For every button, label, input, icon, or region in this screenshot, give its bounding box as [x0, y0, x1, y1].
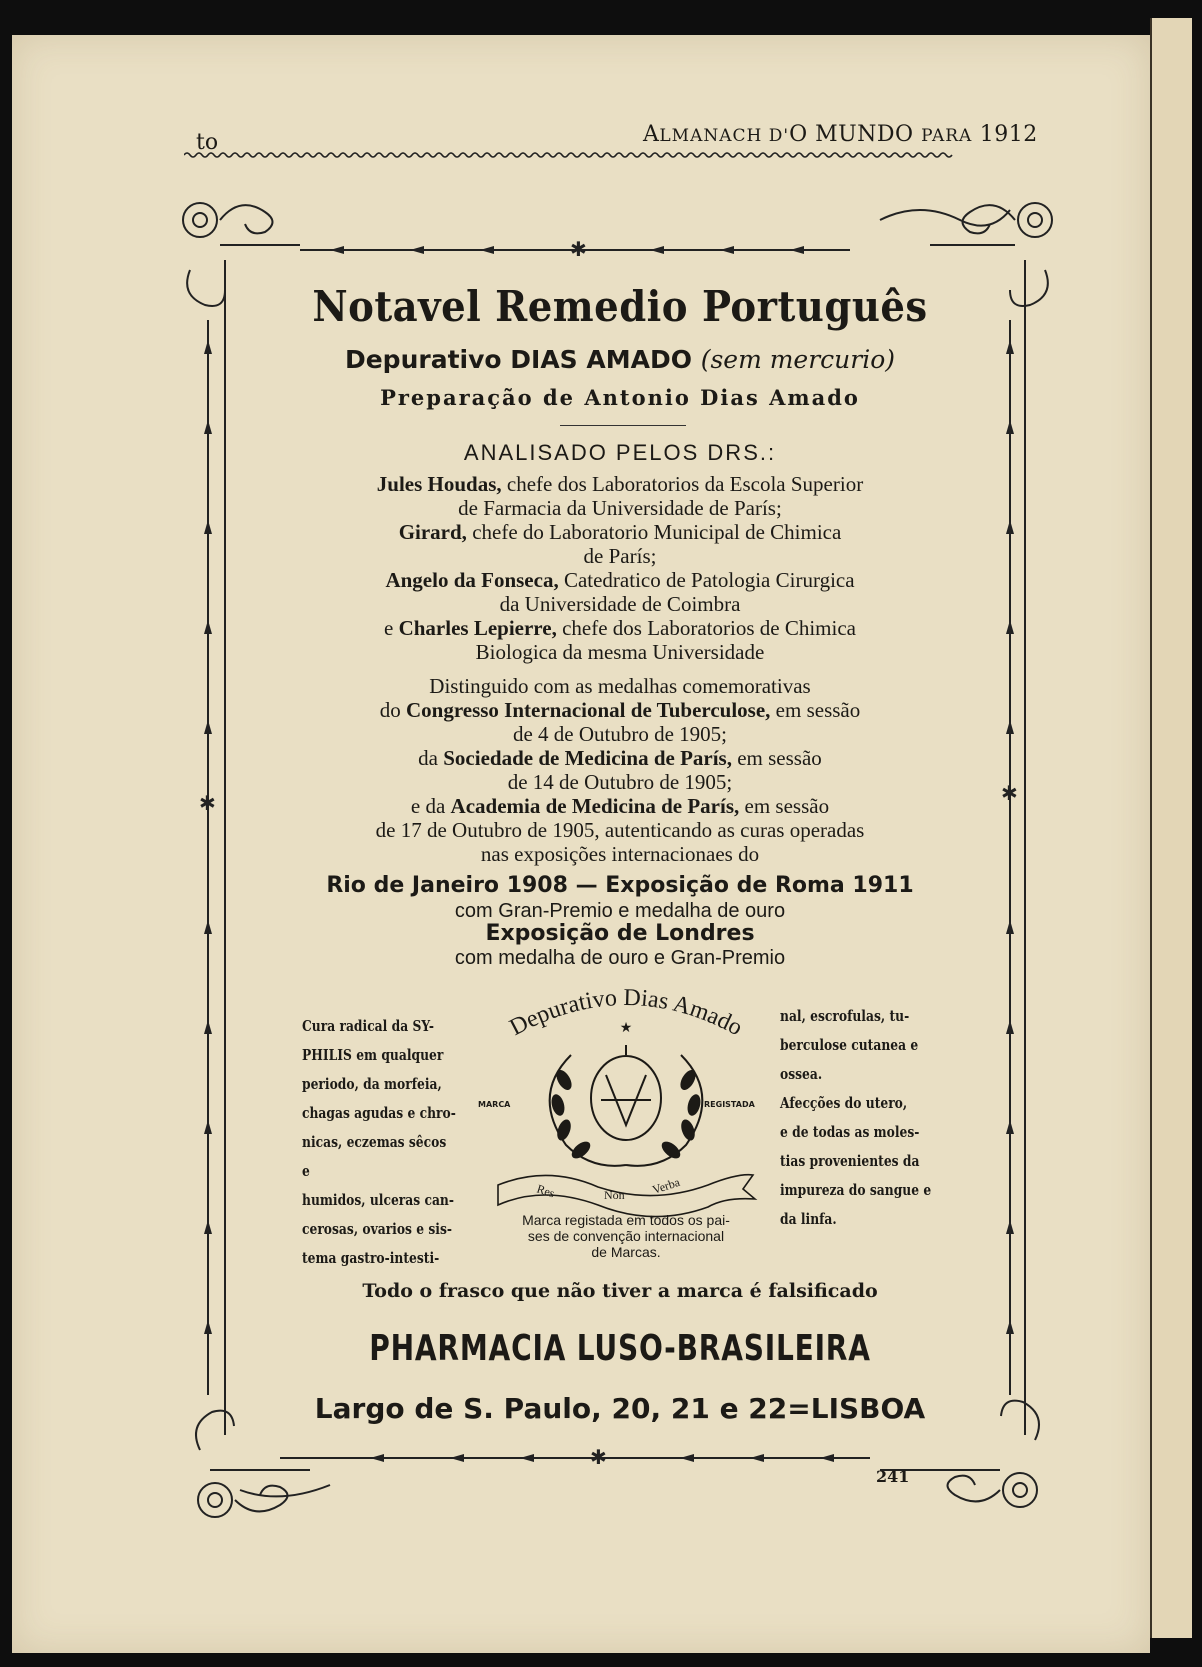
ribbon-non: Non — [604, 1188, 625, 1202]
svg-text:★: ★ — [619, 1020, 633, 1036]
indications-left-column: Cura radical da SY- PHILIS em qualquer periodo, da morfeia, chagas agudas e chro- nicas, eczemas sêcos e humidos, ulceras can- cerosas, ovarios e sis- tema gastro-intesti- — [302, 1017, 456, 1267]
page-number: to — [196, 130, 219, 155]
doctors-list: Jules Houdas, chefe dos Laboratorios da Escola Superior de Farmacia da Universidade de París; Girard, chefe do Laboratorio Municipal de Chimica de París; Angelo da Fonseca, Catedratico de Patologia Cirurgica da Universidade de Coimbra e Charles Lepierre, chefe dos Laboratorios de Chimica Biologica da mesma Universidade — [376, 472, 864, 664]
counterfeit-warning: Todo o frasco que não tiver a marca é falsificado — [362, 1280, 878, 1302]
ad-subtitle: Depurativo DIAS AMADO (sem mercurio) — [344, 345, 896, 374]
header-wavy-rule — [184, 150, 1044, 160]
trademark-emblem — [476, 980, 776, 1240]
pharmacy-name: PHARMACIA LUSO-BRASILEIRA — [369, 1328, 871, 1369]
ribbon-res: Res — [535, 1181, 557, 1201]
svg-text:✱: ✱ — [570, 237, 587, 261]
medals-text: Distinguido com as medalhas comemorativas do Congresso Internacional de Tuberculose, em sessão de 4 de Outubro de 1905; da Sociedade de Medicina de París, em sessão de 14 de Outubro de 1905; e da Academia de Medicina de París, em sessão de 17 de Outubro de 1905, autenticando as curas operadas nas exposições internacionaes do — [375, 674, 865, 866]
exposition-line: Rio de Janeiro 1908 — Exposição de Roma 1911 — [326, 873, 914, 898]
analyzed-heading: ANALISADO PELOS DRS.: — [463, 440, 777, 465]
divider — [560, 425, 686, 426]
pharmacy-address: Largo de S. Paulo, 20, 21 e 22=LISBOA — [314, 1392, 926, 1425]
svg-text:✱: ✱ — [590, 1445, 607, 1469]
ad-number: 241 — [876, 1467, 910, 1486]
svg-text:✱: ✱ — [1001, 781, 1018, 805]
trademark-marca-label: MARCA — [478, 1100, 511, 1109]
preparation-line: Preparação de Antonio Dias Amado — [380, 385, 860, 410]
ribbon-verba: Verba — [650, 1174, 682, 1197]
expo-london: Exposição de Londres — [485, 921, 755, 946]
expo-award-2: com medalha de ouro e Gran-Premio — [454, 947, 786, 969]
trademark-registada-label: REGISTADA — [704, 1100, 755, 1109]
trademark-caption: Marca registada em todos os pai- ses de convenção internacional de Marcas. — [522, 1212, 730, 1260]
book-spine — [1150, 18, 1192, 1638]
running-header: ALMANACH D'O MUNDO PARA 1912 — [643, 122, 1038, 147]
trademark-arc-text: Depurativo Dias Amado — [505, 984, 747, 1042]
expo-award-1: com Gran-Premio e medalha de ouro — [454, 900, 786, 922]
ad-title: Notavel Remedio Português — [312, 282, 928, 331]
svg-text:✱: ✱ — [199, 791, 216, 815]
indications-right-column: nal, escrofulas, tu- berculose cutanea e ossea. Afecções do utero, e de todas as moles- tias provenientes da impureza do sangue e da linfa. — [780, 1007, 932, 1228]
